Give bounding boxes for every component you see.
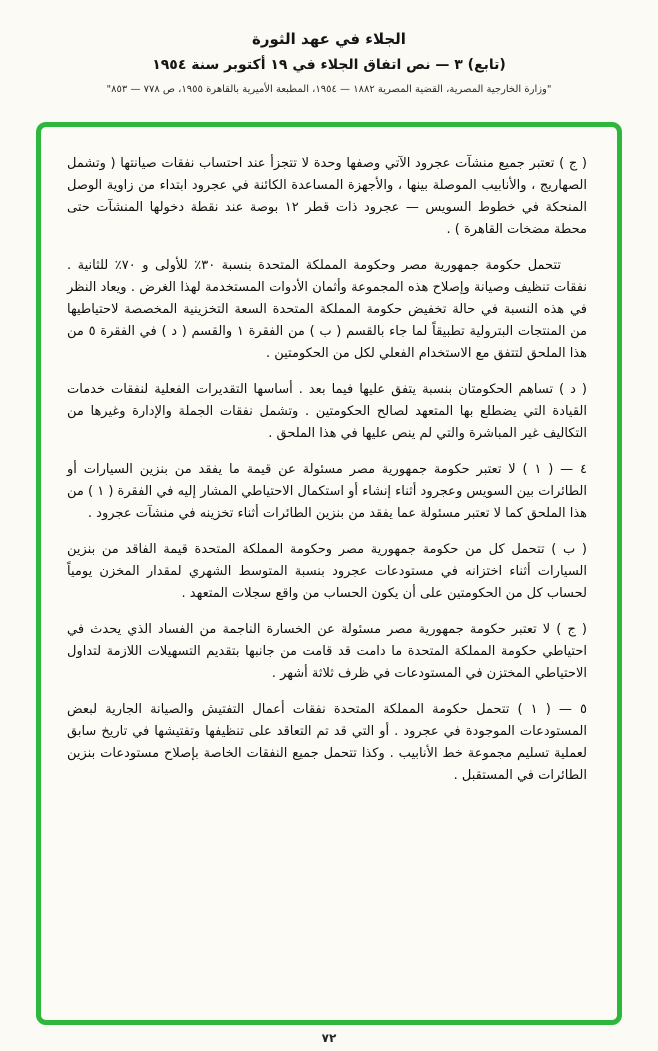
document-header bbox=[0, 0, 658, 95]
document-subtitle: (تابع) ٣ — نص اتفاق الجلاء في ١٩ أكتوبر سنة ١٩٥٤ bbox=[152, 57, 506, 73]
highlight-border-box bbox=[36, 122, 622, 1025]
paragraph-clause-4-1: ٤ — ( ١ ) لا تعتبر حكومة جمهورية مصر مسئولة عن قيمة ما يفقد من بنزين السيارات أو الطائرات بين السويس وعجرود أثناء إنشاء أو استكمال الاحتياطي المشار إليه في الفقرة ( ١ ) من هذا الملحق كما لا تعتبر مسئولة عما يفقد من بنزين الطائرات أثناء تخزينه في منشآت عجرود . bbox=[67, 462, 587, 521]
paragraph-item-j2: ( ج ) لا تعتبر حكومة جمهورية مصر مسئولة عن الخسارة الناجمة من الفساد الذي يحدث في احتياطي حكومة المملكة المتحدة ما دامت قد قامت من جانبها بتقديم التسهيلات اللازمة لتداول الاحتياطي المختزن في المستودعات في ظرف ثلاثة أشهر . bbox=[67, 622, 587, 681]
paragraph-clause-5-1: ٥ — ( ١ ) تتحمل حكومة المملكة المتحدة نفقات أعمال التفتيش والصيانة الجارية لبعض المستودعات الموجودة في عجرود . أو التي قد تم التعاقد على تنظيفها وتفتيشها في تاريخ سابق لعملية تسليم مجموعة خط الأنابيب . وكذا تتحمل جميع النفقات الخاصة بإصلاح مستودعات بنزين الطائرات في المستقبل . bbox=[67, 702, 587, 783]
page-number: ٧٢ bbox=[321, 1031, 337, 1045]
paragraph-item-j1: ( ج ) تعتبر جميع منشآت عجرود الآتي وصفها وحدة لا تتجزأ عند احتساب نفقات صيانتها ( وتشمل الصهاريج ، والأنابيب الموصلة بينها ، والأجهزة المساعدة الكائنة في عجرود ابتداء من زاوية الوصل المنحكة في خطوط السويس — عجرود ذات قطر ١٢ بوصة عند نقطة دخولها المنشآت حتى محطة مضخات القاهرة ) . bbox=[67, 156, 587, 237]
source-citation: "وزارة الخارجية المصرية، القضية المصرية ١٨٨٢ — ١٩٥٤، المطبعة الأميرية بالقاهرة ١٩٥٥، ص ٧٧٨ — ٨٥٣" bbox=[106, 84, 552, 95]
document-body bbox=[41, 127, 617, 821]
page-title: الجلاء في عهد الثورة bbox=[252, 30, 406, 48]
paragraph-item-b: ( ب ) تتحمل كل من حكومة جمهورية مصر وحكومة المملكة المتحدة قيمة الفاقد من بنزين السيارات أثناء اختزانه في مستودعات عجرود بنسبة المتوسط الشهري لمقدار المخزن يومياً لحساب كل من الحكومتين على أن يكون الحساب من واقع سجلات المتعهد . bbox=[67, 542, 587, 601]
paragraph-cost-sharing: تتحمل حكومة جمهورية مصر وحكومة المملكة المتحدة بنسبة ٣٠٪ للأولى و ٧٠٪ للثانية . نفقات تنظيف وصيانة وإصلاح هذه المجموعة وأثمان الأدوات المستخدمة لهذا الغرض . ويعاد النظر في هذه النسبة في حالة تخفيض حكومة المملكة المتحدة السعة التخزينية المخصصة لاحتياطيها من المنتجات البترولية تطبيقاً لما جاء بالقسم ( ب ) من الفقرة ١ والقسم ( د ) في الفقرة ٥ من هذا الملحق لتتفق مع الاستخدام الفعلي لكل من الحكومتين . bbox=[67, 258, 587, 361]
paragraph-item-d: ( د ) تساهم الحكومتان بنسبة يتفق عليها فيما بعد . أساسها التقديرات الفعلية لنفقات خدمات القيادة التي يضطلع بها المتعهد لصالح الحكومتين . وتشمل نفقات الجملة والإدارة وغيرها من التكاليف غير المباشرة والتي لم ينص عليها في هذا الملحق . bbox=[67, 382, 587, 441]
